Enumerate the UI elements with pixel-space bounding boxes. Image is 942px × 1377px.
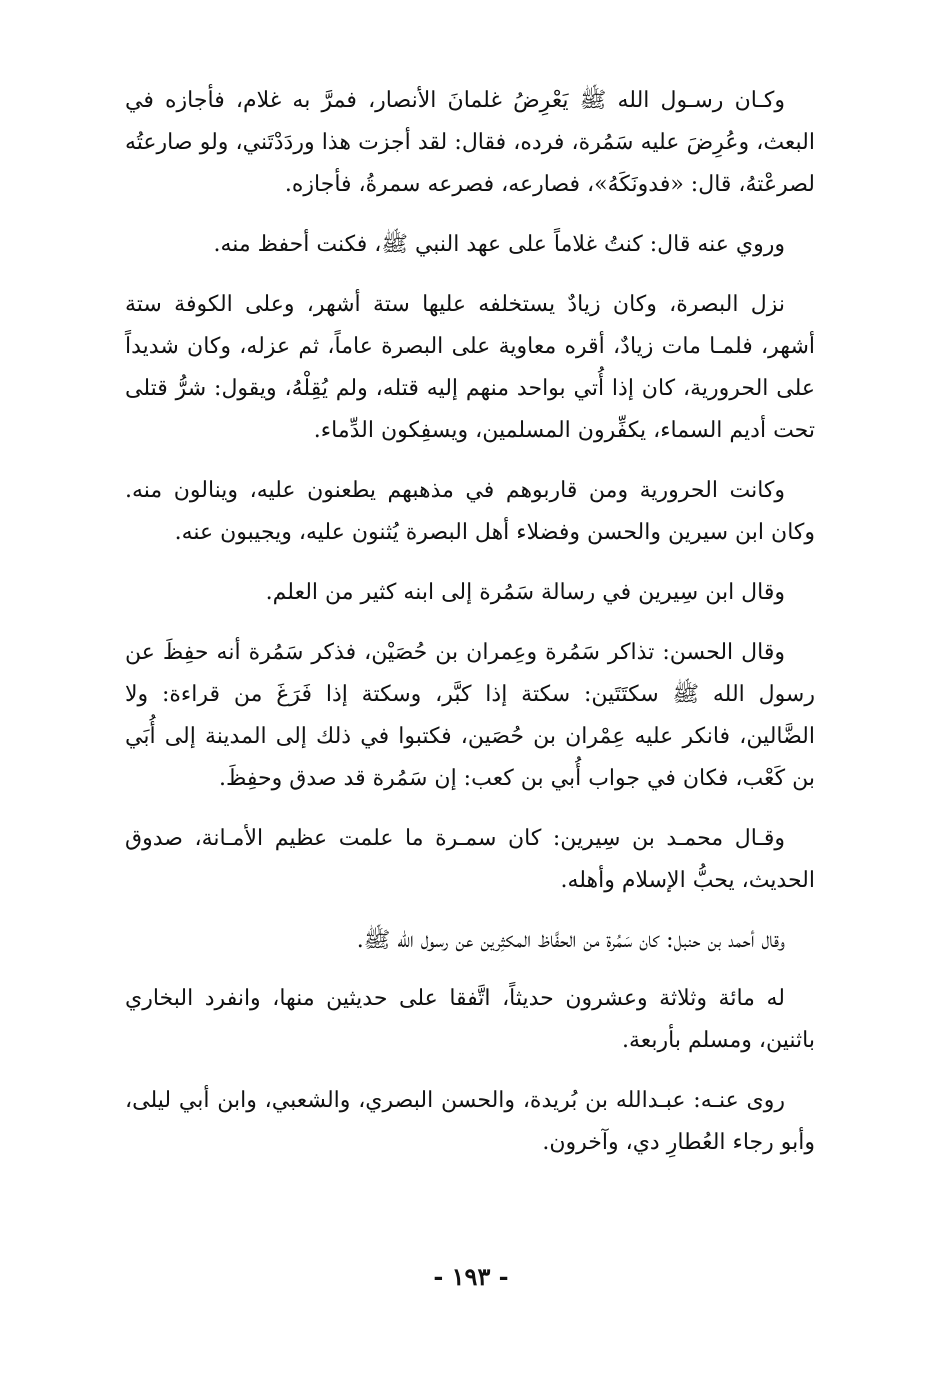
page-body — [125, 80, 815, 1182]
paragraph-6: وقال الحسن: تذاكر سَمُرة وعِمران بن حُصَيْن، فذكر سَمُرة أنه حفِظَ عن رسول الله ﷺ سكتَتَين: سكتة إذا كبَّر، وسكتة إذا فَرَغَ من قراءة: ولا الضَّالين، فانكر عليه عِمْران بن حُصَين، فكتبوا في ذلك إلى المدينة إلى أُبَي بن كَعْب، فكان في جواب أُبي بن كعب: إن سَمُرة قد صدق وحفِظَ. — [125, 640, 815, 791]
paragraph-8: وقال أحمد بن حنبل: كان سَمُرة من الحفَّاظ المكثِرين عن رسول الله ﷺ. — [356, 928, 785, 953]
page-number: - ١٩٣ - — [433, 1262, 509, 1291]
paragraph-10: روى عنـه: عبـدالله بن بُريدة، والحسن البصري، والشعبي، وابن أبي ليلى، وأبو رجاء العُطارِ دي، وآخرون. — [125, 1088, 815, 1155]
paragraph-5: وقال ابن سِيرين في رسالة سَمُرة إلى ابنه كثير من العلم. — [265, 580, 785, 605]
paragraph-3: نزل البصرة، وكان زيادٌ يستخلفه عليها ستة أشهر، وعلى الكوفة ستة أشهر، فلمـا مات زيادٌ، أقره معاوية على البصرة عاماً، ثم عزله، وكان شديداً على الحرورية، كان إذا أُتي بواحد منهم إليه قتله، ولم يُقِلْهُ، ويقول: شرُّ قتلى تحت أديم السماء، يكفِّرون المسلمين، ويسفِكون الدِّماء. — [125, 292, 815, 443]
paragraph-1: وكـان رسـول الله ﷺ يَعْرِضُ غلمانَ الأنصار، فمرَّ به غلام، فأجازه في البعث، وعُرِضَ عليه سَمُرة، فرده، فقال: لقد أجزت هذا وردَدْتَني، ولو صارعتُه لصرعْتهُ، قال: «فدونَكَهُ»، فصارعه، فصرعه سمرةُ، فأجازه. — [125, 88, 815, 197]
paragraph-7: وقـال محمـد بن سِيرين: كان سمـرة ما علمت عظيم الأمـانة، صدوق الحديث، يحبُّ الإسلام وأهله. — [125, 826, 815, 893]
paragraph-2: وروي عنه قال: كنتُ غلاماً على عهد النبي ﷺ، فكنت أحفظ منه. — [213, 232, 785, 257]
paragraph-9: له مائة وثلاثة وعشرون حديثاً، اتَّفقا على حديثين منها، وانفرد البخاري باثنين، ومسلم بأربعة. — [125, 986, 815, 1053]
paragraph-4: وكانت الحرورية ومن قاربوهم في مذهبهم يطعنون عليه، وينالون منه. وكان ابن سيرين والحسن وفضلاء أهل البصرة يُثنون عليه، ويجيبون عنه. — [125, 478, 815, 545]
